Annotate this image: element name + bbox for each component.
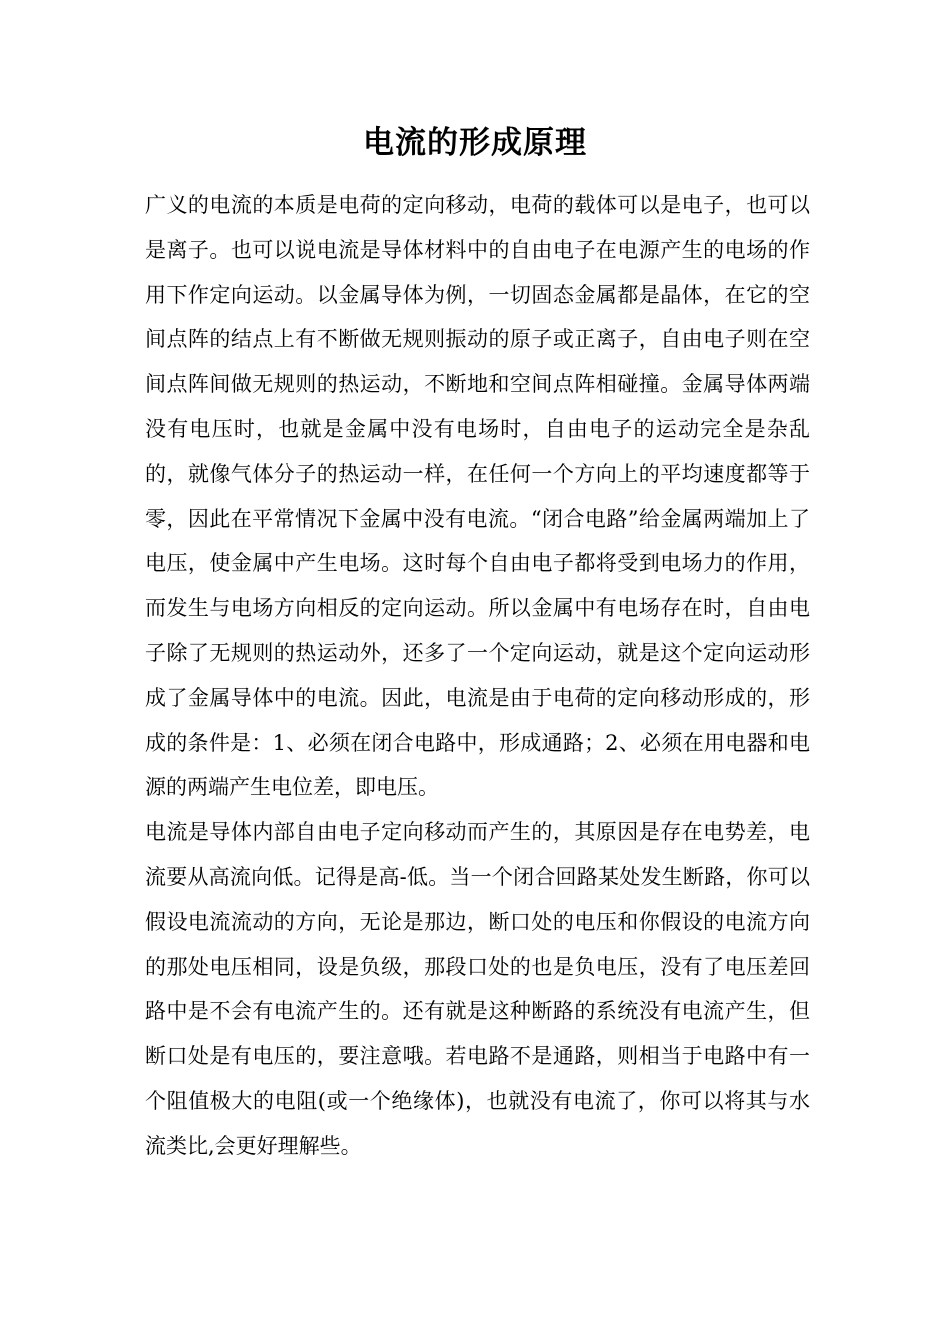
document-body	[145, 183, 810, 1169]
document-title: 电流的形成原理	[363, 125, 587, 161]
paragraph-2: 电流是导体内部自由电子定向移动而产生的，其原因是存在电势差，电流要从高流向低。记得是高-低。当一个闭合回路某处发生断路，你可以假设电流流动的方向，无论是那边，断口处的电压和你假设的电流方向的那处电压相同，设是负级，那段口处的也是负电压，没有了电压差回路中是不会有电流产生的。还有就是这种断路的系统没有电流产生，但断口处是有电压的，要注意哦。若电路不是通路，则相当于电路中有一个阻值极大的电阻(或一个绝缘体)，也就没有电流了，你可以将其与水流类比,会更好理解些。	[145, 820, 810, 1158]
paragraph-1: 广义的电流的本质是电荷的定向移动，电荷的载体可以是电子，也可以是离子。也可以说电流是导体材料中的自由电子在电源产生的电场的作用下作定向运动。以金属导体为例，一切固态金属都是晶体，在它的空间点阵的结点上有不断做无规则振动的原子或正离子，自由电子则在空间点阵间做无规则的热运动，不断地和空间点阵相碰撞。金属导体两端没有电压时，也就是金属中没有电场时，自由电子的运动完全是杂乱的，就像气体分子的热运动一样，在任何一个方向上的平均速度都等于零，因此在平常情况下金属中没有电流。“闭合电路”给金属两端加上了电压，使金属中产生电场。这时每个自由电子都将受到电场力的作用，而发生与电场方向相反的定向运动。所以金属中有电场存在时，自由电子除了无规则的热运动外，还多了一个定向运动，就是这个定向运动形成了金属导体中的电流。因此，电流是由于电荷的定向移动形成的，形成的条件是：1、必须在闭合电路中，形成通路；2、必须在用电器和电源的两端产生电位差，即电压。	[145, 193, 810, 800]
